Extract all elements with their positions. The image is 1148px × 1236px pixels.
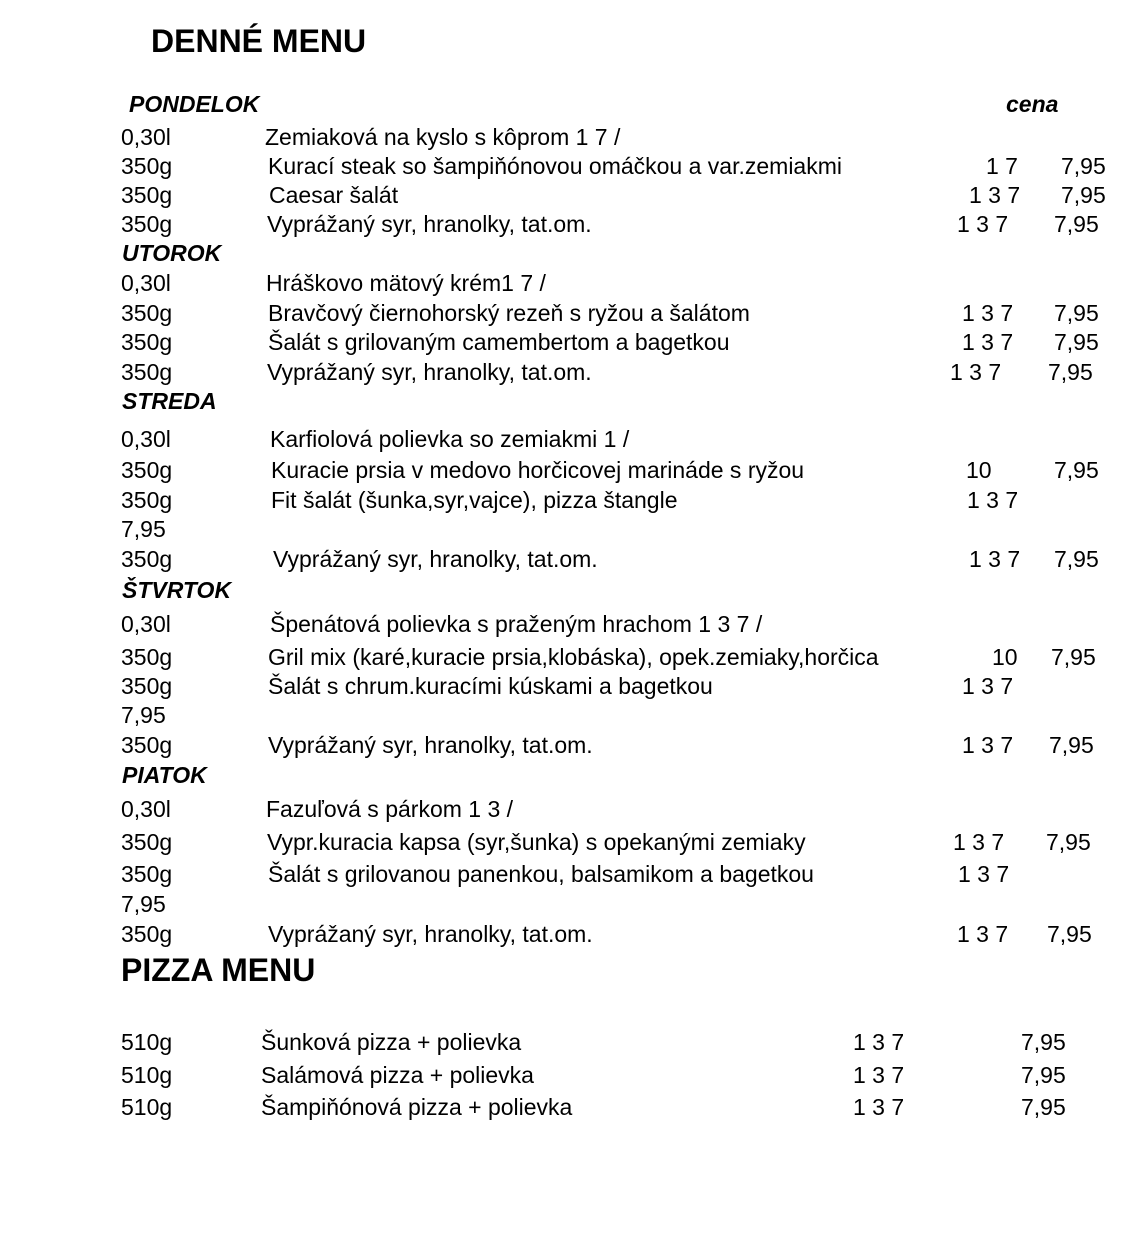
menu-item-allergens: 1 3 7	[969, 546, 1021, 572]
menu-item-allergens: 1 3 7	[957, 921, 1009, 947]
menu-item-qty: 350g	[121, 861, 173, 887]
menu-item-price: 7,95	[1061, 153, 1106, 179]
menu-item-price: 7,95	[121, 702, 166, 728]
menu-item-name: Zemiaková na kyslo s kôprom 1 7 /	[265, 124, 621, 150]
menu-item-price: 7,95	[121, 891, 166, 917]
menu-item-qty: 350g	[121, 546, 173, 572]
menu-item-allergens: 1 3 7	[953, 829, 1005, 855]
menu-item-price: 7,95	[1054, 300, 1099, 326]
menu-item-qty: 350g	[121, 673, 173, 699]
pizza-item-allergens: 1 3 7	[853, 1062, 905, 1088]
menu-item-qty: 350g	[121, 829, 173, 855]
menu-item-allergens: 10	[966, 457, 992, 483]
menu-item-qty: 350g	[121, 457, 173, 483]
menu-item-name: Vyprážaný syr, hranolky, tat.om.	[268, 921, 593, 947]
menu-item-name: Šalát s grilovanou panenkou, balsamikom a bagetkou	[268, 861, 814, 887]
menu-item-qty: 350g	[121, 359, 173, 385]
pizza-item-name: Šampiňónová pizza + polievka	[261, 1094, 573, 1120]
menu-item-qty: 350g	[121, 329, 173, 355]
menu-item-name: Hráškovo mätový krém1 7 /	[266, 270, 546, 296]
menu-item-allergens: 1 3 7	[962, 329, 1014, 355]
menu-item-price: 7,95	[1054, 546, 1099, 572]
menu-item-name: Šalát s grilovaným camembertom a bagetkou	[268, 329, 730, 355]
menu-item-price: 7,95	[1054, 457, 1099, 483]
pizza-item-qty: 510g	[121, 1062, 173, 1088]
menu-item-qty: 0,30l	[121, 270, 171, 296]
menu-item-allergens: 1 3 7	[962, 673, 1014, 699]
menu-item-qty: 0,30l	[121, 796, 171, 822]
menu-item-price: 7,95	[1061, 182, 1106, 208]
menu-item-price: 7,95	[1048, 359, 1093, 385]
menu-item-name: Gril mix (karé,kuracie prsia,klobáska), opek.zemiaky,horčica	[268, 644, 879, 670]
menu-item-qty: 350g	[121, 644, 173, 670]
menu-item-qty: 350g	[121, 153, 173, 179]
menu-item-name: Fit šalát (šunka,syr,vajce), pizza štangle	[271, 487, 678, 513]
day-heading-wednesday: STREDA	[122, 388, 217, 414]
pizza-item-name: Salámová pizza + polievka	[261, 1062, 534, 1088]
menu-item-name: Bravčový čiernohorský rezeň s ryžou a šalátom	[268, 300, 750, 326]
menu-item-name: Vyprážaný syr, hranolky, tat.om.	[267, 359, 592, 385]
page-title: DENNÉ MENU	[151, 23, 367, 59]
menu-item-name: Karfiolová polievka so zemiakmi 1 /	[270, 426, 630, 452]
menu-item-qty: 0,30l	[121, 124, 171, 150]
day-heading-friday: PIATOK	[122, 762, 207, 788]
pizza-item-name: Šunková pizza + polievka	[261, 1029, 522, 1055]
price-column-header: cena	[1006, 91, 1059, 117]
menu-item-qty: 350g	[121, 921, 173, 947]
menu-item-name: Vyprážaný syr, hranolky, tat.om.	[273, 546, 598, 572]
menu-item-name: Kurací steak so šampiňónovou omáčkou a var.zemiakmi	[268, 153, 842, 179]
menu-item-allergens: 1 3 7	[967, 487, 1019, 513]
menu-item-allergens: 1 3 7	[969, 182, 1021, 208]
pizza-menu-title: PIZZA MENU	[121, 952, 316, 988]
menu-item-name: Fazuľová s párkom 1 3 /	[266, 796, 514, 822]
menu-item-qty: 350g	[121, 211, 173, 237]
menu-item-allergens: 1 3 7	[962, 300, 1014, 326]
pizza-item-price: 7,95	[1021, 1029, 1066, 1055]
menu-item-allergens: 1 3 7	[950, 359, 1002, 385]
menu-item-name: Vypr.kuracia kapsa (syr,šunka) s opekanými zemiaky	[267, 829, 806, 855]
menu-item-allergens: 10	[992, 644, 1018, 670]
menu-item-name: Vyprážaný syr, hranolky, tat.om.	[267, 211, 592, 237]
day-heading-monday: PONDELOK	[129, 91, 260, 117]
pizza-item-allergens: 1 3 7	[853, 1029, 905, 1055]
menu-item-price: 7,95	[121, 516, 166, 542]
menu-item-qty: 350g	[121, 732, 173, 758]
menu-item-name: Šalát s chrum.kuracími kúskami a bagetkou	[268, 673, 713, 699]
menu-item-allergens: 1 3 7	[957, 211, 1009, 237]
pizza-item-qty: 510g	[121, 1029, 173, 1055]
menu-item-qty: 350g	[121, 300, 173, 326]
menu-item-price: 7,95	[1054, 211, 1099, 237]
day-heading-tuesday: UTOROK	[122, 240, 222, 266]
menu-item-allergens: 1 7	[986, 153, 1018, 179]
pizza-item-qty: 510g	[121, 1094, 173, 1120]
menu-item-price: 7,95	[1051, 644, 1096, 670]
menu-item-price: 7,95	[1046, 829, 1091, 855]
menu-item-allergens: 1 3 7	[958, 861, 1010, 887]
day-heading-thursday: ŠTVRTOK	[122, 577, 232, 603]
menu-item-name: Caesar šalát	[269, 182, 399, 208]
menu-item-allergens: 1 3 7	[962, 732, 1014, 758]
menu-item-qty: 0,30l	[121, 426, 171, 452]
menu-item-qty: 350g	[121, 182, 173, 208]
pizza-item-price: 7,95	[1021, 1094, 1066, 1120]
menu-item-price: 7,95	[1049, 732, 1094, 758]
menu-item-name: Špenátová polievka s praženým hrachom 1 3 7 /	[270, 611, 763, 637]
menu-item-price: 7,95	[1047, 921, 1092, 947]
menu-item-name: Vyprážaný syr, hranolky, tat.om.	[268, 732, 593, 758]
pizza-item-price: 7,95	[1021, 1062, 1066, 1088]
menu-item-qty: 350g	[121, 487, 173, 513]
pizza-item-allergens: 1 3 7	[853, 1094, 905, 1120]
menu-item-name: Kuracie prsia v medovo horčicovej marináde s ryžou	[271, 457, 805, 483]
menu-item-qty: 0,30l	[121, 611, 171, 637]
menu-item-price: 7,95	[1054, 329, 1099, 355]
